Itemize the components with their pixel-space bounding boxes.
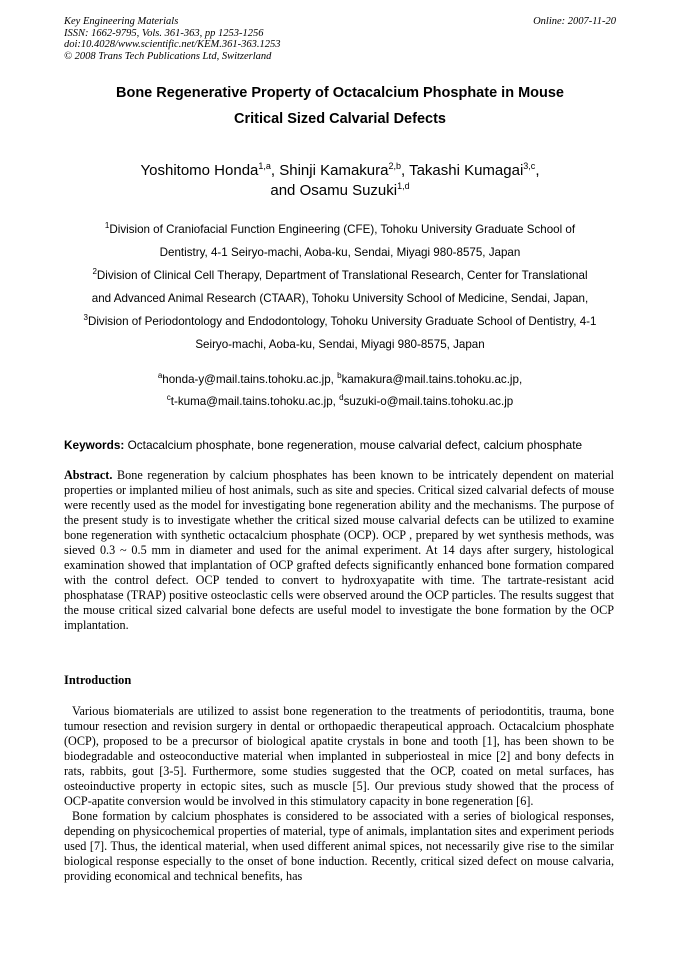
doi-line: doi:10.4028/www.scientific.net/KEM.361-363.1253 (64, 39, 281, 50)
affiliation-marker: 3 (83, 313, 88, 322)
affiliation-line (60, 310, 620, 333)
affiliation-text: Division of Craniofacial Function Engineering (CFE), Tohoku University Graduate School of (109, 223, 576, 236)
copyright-line: © 2008 Trans Tech Publications Ltd, Switzerland (64, 50, 272, 62)
intro-paragraph-1: Various biomaterials are utilized to assist bone regeneration to the treatments of periodontitis, trauma, bone tumour resection and revision surgery in dental or orthopaedic therapeutical approach. Octacalcium phosphate (OCP), proposed to be a precursor of biological apatite crystals in bone and tooth [1], has been shown to be biodegradable and osteoconductive material when implanted in subperiosteal in mice [2] and bony defects in rats, rabbits, gout [3-5]. Furthermore, some studies suggested that the OCP, coated on metal surfaces, has osteoinductive property in ectopic sites, such as muscle [5]. Our previous study showed that the process of OCP-apatite conversion would be involved in this stimulatory capacity in bone regeneration [6]. (64, 704, 614, 808)
author-line-2 (64, 181, 616, 201)
affiliation-marker: 2 (92, 267, 97, 276)
author-line-1 (64, 161, 616, 181)
affiliations (60, 218, 620, 356)
author-affil-marker: 1,d (397, 181, 410, 191)
author-affil-marker: 2,b (388, 161, 401, 171)
introduction-body (64, 704, 614, 884)
email-address[interactable]: honda-y@mail.tains.tohoku.ac.jp, (162, 373, 338, 386)
author-affil-marker: 1,a (258, 161, 271, 171)
email-address[interactable]: t-kuma@mail.tains.tohoku.ac.jp, (170, 395, 340, 408)
abstract-text: Bone regeneration by calcium phosphates has been known to be intricately dependent on material properties or implanted milieu of host animals, such as site and species. Critical sized calvarial defects of mouse were recently used as the model for investigating bone regeneration ability and the mechanisms. The purpose of the present study is to investigate whether the critical sized mouse calvarial defects can be utilized to examine bone regeneration with synthetic octacalcium phosphate (OCP). OCP , prepared by wet synthesis methods, was sieved 0.3 ~ 0.5 mm in diameter and used for the animal experiment. At 14 days after surgery, histological examination showed that implantation of OCP grafted defects significantly enhanced bone formation compared with the control defect. OCP tended to convert to hydroxyapatite with time. The tartrate-resistant acid phosphatase (TRAP) positive osteoclastic cells were observed around the OCP particles. The results suggest that the mouse critical sized calvarial bone defects are useful model to investigate the bone formation by the OCP implantation. (64, 468, 614, 632)
keywords-text: Octacalcium phosphate, bone regeneration, mouse calvarial defect, calcium phosphate (124, 438, 583, 452)
email-line (64, 369, 616, 391)
affiliation-line: Seiryo-machi, Aoba-ku, Sendai, Miyagi 980-8575, Japan (195, 338, 485, 351)
keywords (64, 437, 624, 453)
author-name: Yoshitomo Honda (140, 162, 259, 179)
title-line-2: Critical Sized Calvarial Defects (234, 111, 446, 127)
affiliation-line (60, 264, 620, 287)
author-name: and Osamu Suzuki (270, 182, 398, 199)
author-name: Takashi Kumagai (409, 162, 524, 179)
affiliation-line: Dentistry, 4-1 Seiryo-machi, Aoba-ku, Sendai, Miyagi 980-8575, Japan (159, 246, 521, 259)
affiliation-marker: 1 (104, 221, 110, 230)
journal-name: Key Engineering Materials (64, 16, 179, 27)
keywords-label: Keywords: (64, 438, 125, 452)
introduction-heading: Introduction (64, 673, 132, 687)
online-date: Online: 2007-11-20 (533, 16, 616, 27)
email-marker: c (166, 393, 171, 402)
journal-header (64, 16, 616, 62)
email-list (64, 369, 616, 413)
email-address[interactable]: kamakura@mail.tains.tohoku.ac.jp, (341, 373, 523, 386)
affiliation-text: Division of Clinical Cell Therapy, Department of Translational Research, Center for Translational (96, 269, 588, 282)
affiliation-line (60, 218, 620, 241)
intro-paragraph-2: Bone formation by calcium phosphates is considered to be associated with a series of biological responses, depending on physicochemical properties of material, type of animals, implantation sites and experiment periods used [7]. Thus, the identical material, when used different animal spices, not necessarily give rise to the similar biological response especially to the onset of bone induction. Recently, critical sized defect on mouse calvaria, providing economical and technical benefits, has (64, 809, 614, 883)
email-marker: d (339, 393, 344, 402)
issn-line: ISSN: 1662-9795, Vols. 361-363, pp 1253-1256 (64, 27, 264, 39)
email-address[interactable]: suzuki-o@mail.tains.tohoku.ac.jp (343, 395, 514, 408)
abstract-label: Abstract. (64, 468, 113, 482)
author-separator: , (270, 162, 280, 179)
affiliation-text: Division of Periodontology and Endodontology, Tohoku University Graduate School of Dentistry, 4-1 (87, 315, 597, 328)
email-marker: a (157, 371, 163, 380)
email-marker: b (337, 371, 342, 380)
author-list (64, 161, 616, 201)
author-separator: , (400, 162, 410, 179)
title-line-1: Bone Regenerative Property of Octacalcium Phosphate in Mouse (116, 85, 564, 101)
affiliation-line: and Advanced Animal Research (CTAAR), Tohoku University School of Medicine, Sendai, Japan, (91, 292, 589, 305)
email-line (64, 391, 616, 413)
author-separator: , (535, 162, 540, 179)
author-name: Shinji Kamakura (279, 162, 389, 179)
paper-title (64, 80, 616, 132)
abstract (64, 468, 614, 633)
author-affil-marker: 3,c (523, 161, 536, 171)
